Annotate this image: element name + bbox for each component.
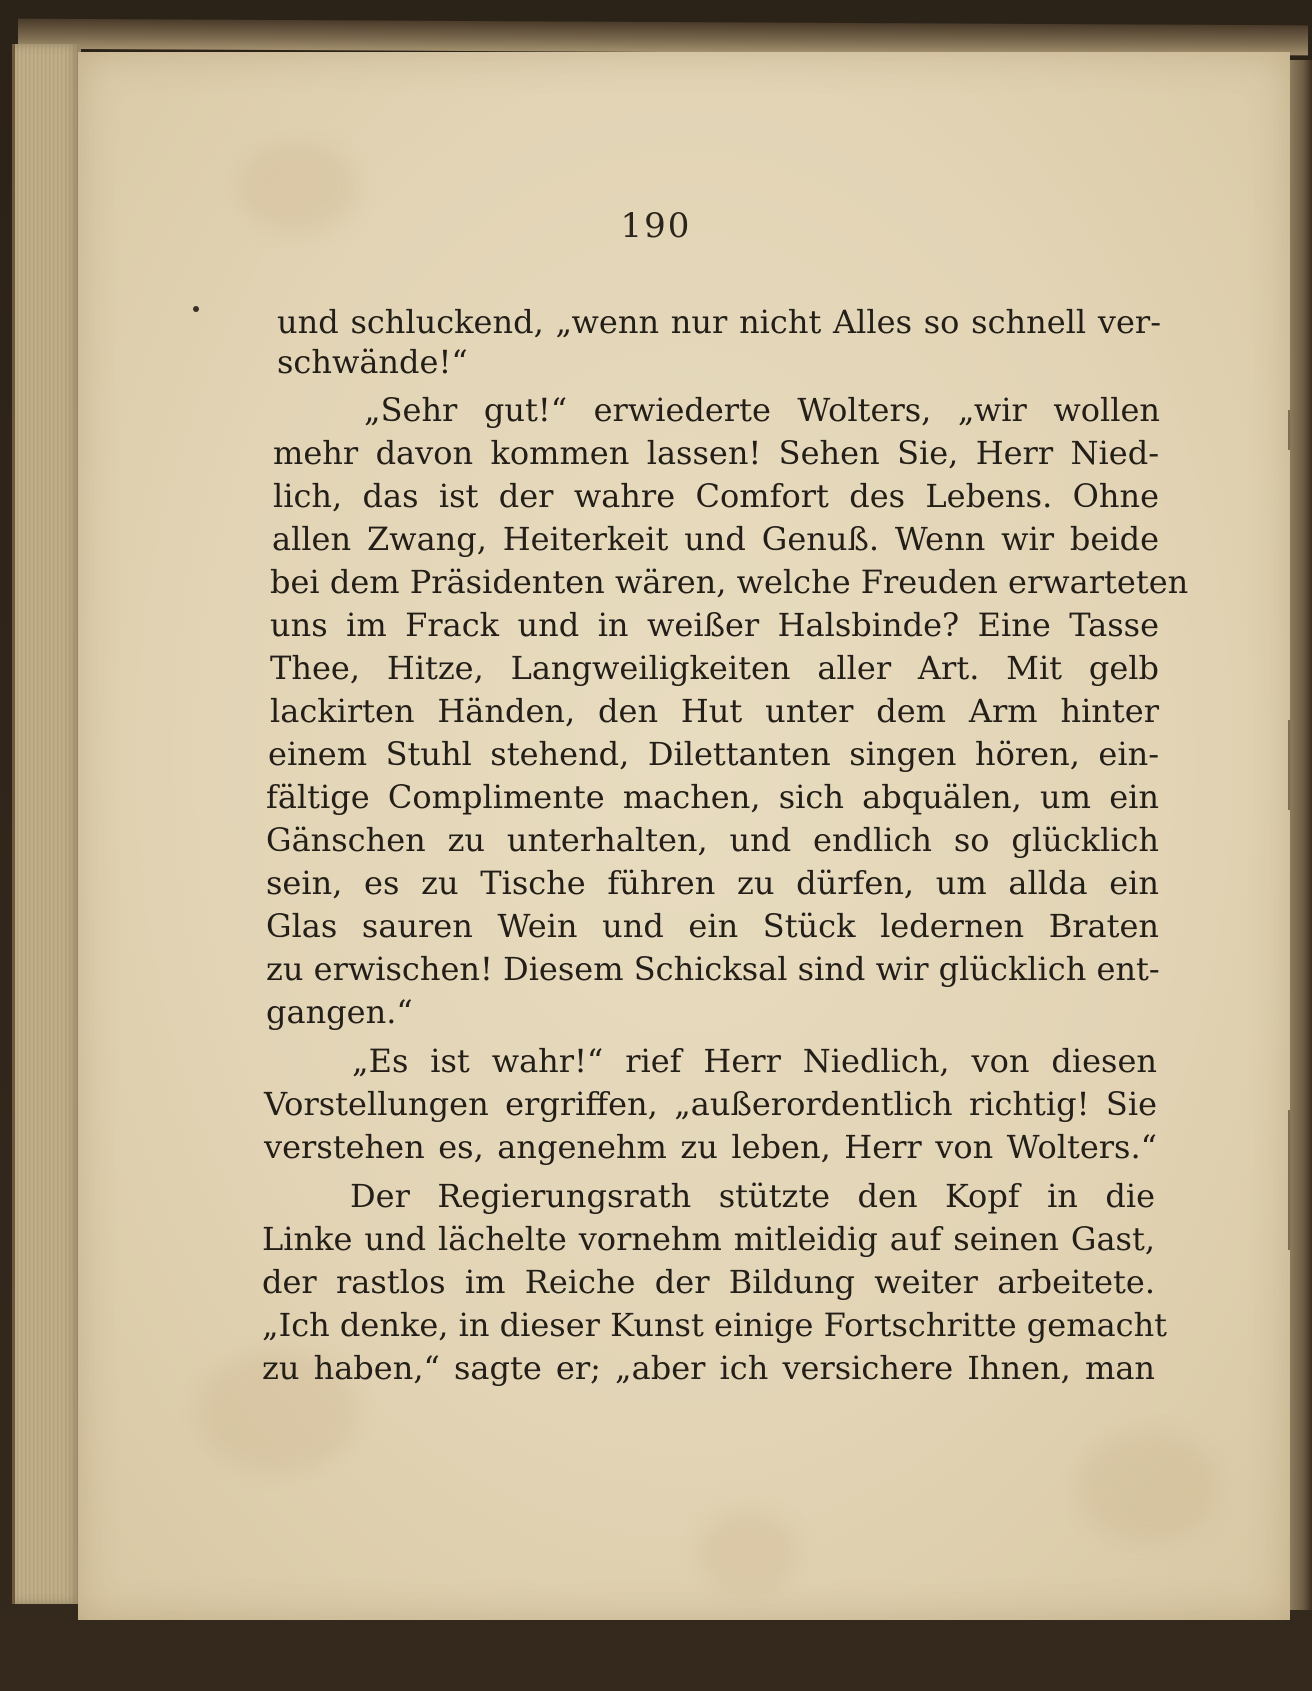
text-line: verstehen es, angenehm zu leben, Herr von Wolters.“	[264, 1128, 1157, 1166]
page-edge-right	[1290, 60, 1312, 1610]
text-line: gangen.“	[266, 993, 413, 1031]
text-line: Der Regierungsrath stützte den Kopf in die	[350, 1177, 1155, 1215]
margin-dot	[193, 306, 199, 312]
text-line: Linke und lächelte vornehm mitleidig auf seinen Gast,	[262, 1220, 1155, 1258]
text-line: zu haben,“ sagte er; „aber ich versichere Ihnen, man	[262, 1349, 1155, 1387]
text-line: lich, das ist der wahre Comfort des Lebens. Ohne	[273, 477, 1159, 515]
text-line: allen Zwang, Heiterkeit und Genuß. Wenn wir beide	[272, 520, 1159, 558]
text-line: Gänschen zu unterhalten, und endlich so glücklich	[266, 821, 1159, 859]
text-line: sein, es zu Tische führen zu dürfen, um allda ein	[266, 864, 1159, 902]
paper-stain	[1078, 1432, 1218, 1542]
text-line: fältige Complimente machen, sich abquälen, um ein	[266, 778, 1159, 816]
text-line: Vorstellungen ergriffen, „außerordentlich richtig! Sie	[264, 1085, 1157, 1123]
text-line: lackirten Händen, den Hut unter dem Arm hinter	[270, 692, 1159, 730]
paper-stain	[698, 1512, 798, 1592]
text-line: uns im Frack und in weißer Halsbinde? Eine Tasse	[270, 606, 1159, 644]
text-line: einem Stuhl stehend, Dilettanten singen hören, ein-	[268, 735, 1159, 773]
text-line: „Sehr gut!“ erwiederte Wolters, „wir wollen	[364, 391, 1160, 429]
page-number: 190	[620, 206, 692, 246]
page-edge-top	[18, 19, 1308, 56]
margin-mark	[1288, 720, 1290, 810]
text-line: schwände!“	[277, 343, 468, 381]
margin-mark	[1288, 410, 1290, 450]
text-line: „Ich denke, in dieser Kunst einige Fortschritte gemacht	[262, 1306, 1168, 1344]
text-line: Glas sauren Wein und ein Stück ledernen Braten	[266, 907, 1159, 945]
text-line: „Es ist wahr!“ rief Herr Niedlich, von diesen	[352, 1042, 1157, 1080]
text-line: bei dem Präsidenten wären, welche Freuden erwarteten	[270, 563, 1189, 601]
text-line: mehr davon kommen lassen! Sehen Sie, Herr Nied-	[273, 434, 1159, 472]
text-line: und schluckend, „wenn nur nicht Alles so schnell ver-	[277, 303, 1161, 341]
margin-mark	[1288, 1110, 1290, 1250]
page-edge-left	[12, 44, 81, 1604]
text-line: zu erwischen! Diesem Schicksal sind wir glücklich ent-	[266, 950, 1160, 988]
text-line: Thee, Hitze, Langweiligkeiten aller Art. Mit gelb	[270, 649, 1159, 687]
text-line: der rastlos im Reiche der Bildung weiter arbeitete.	[262, 1263, 1155, 1301]
